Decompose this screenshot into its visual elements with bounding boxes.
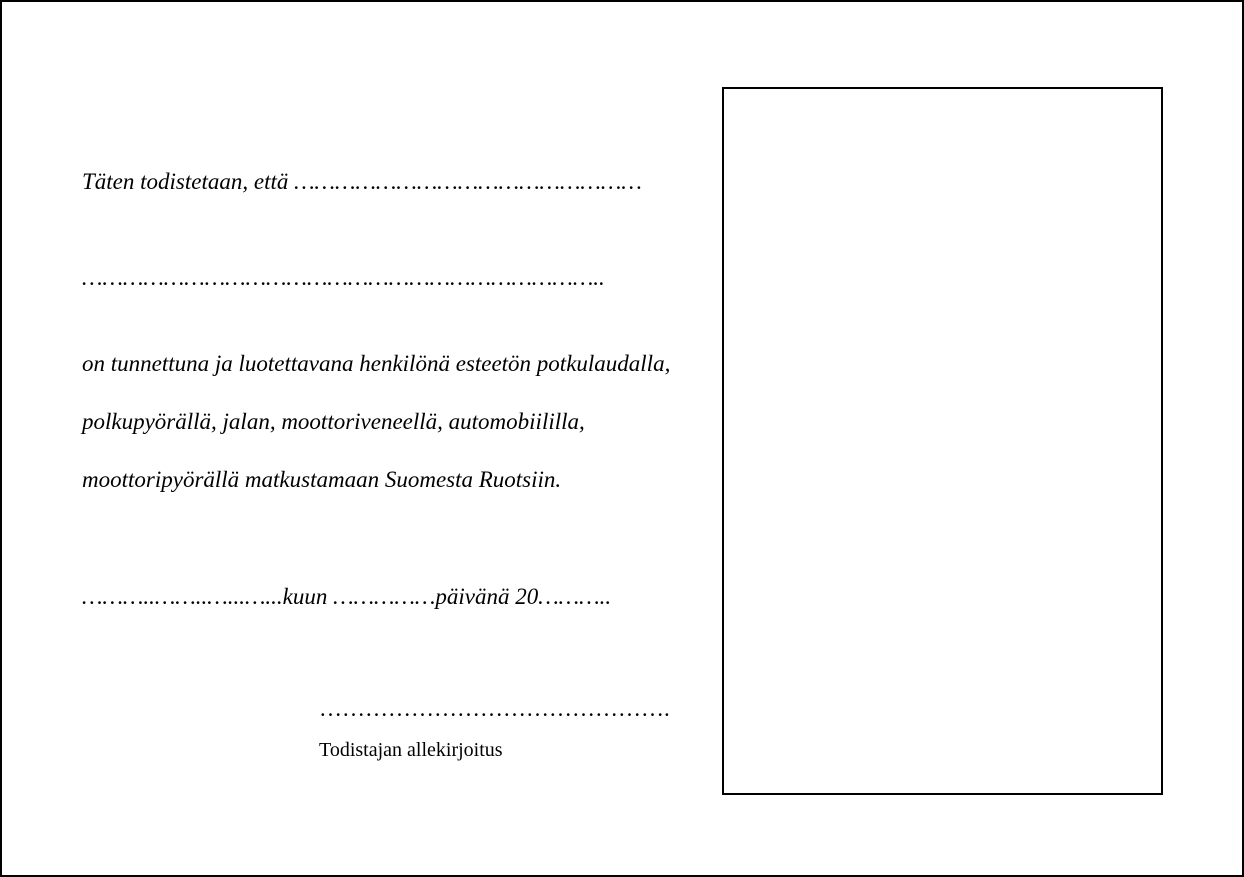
photo-placeholder — [722, 87, 1163, 795]
name-continuation-line — [82, 266, 605, 289]
signature-dots: ………………………………………. — [319, 696, 670, 721]
attestation-line — [82, 170, 642, 193]
body-text-line-3: moottoripyörällä matkustamaan Suomesta Ruotsiin. — [82, 467, 562, 492]
attestation-text: Täten todistetaan, että — [82, 169, 295, 194]
name-blank-dots: …………………………………………… — [294, 169, 642, 194]
body-text-line-1: on tunnettuna ja luotettavana henkilönä esteetön potkulaudalla, — [82, 351, 671, 376]
date-line: ………..……..…...…...kuun ……………päivänä 20……….. — [82, 584, 612, 609]
body-text-line-2: polkupyörällä, jalan, moottoriveneellä, automobiililla, — [82, 409, 585, 434]
name-continuation-dots: ………………………………………………………………….. — [82, 265, 605, 290]
signature-label: Todistajan allekirjoitus — [319, 739, 503, 761]
